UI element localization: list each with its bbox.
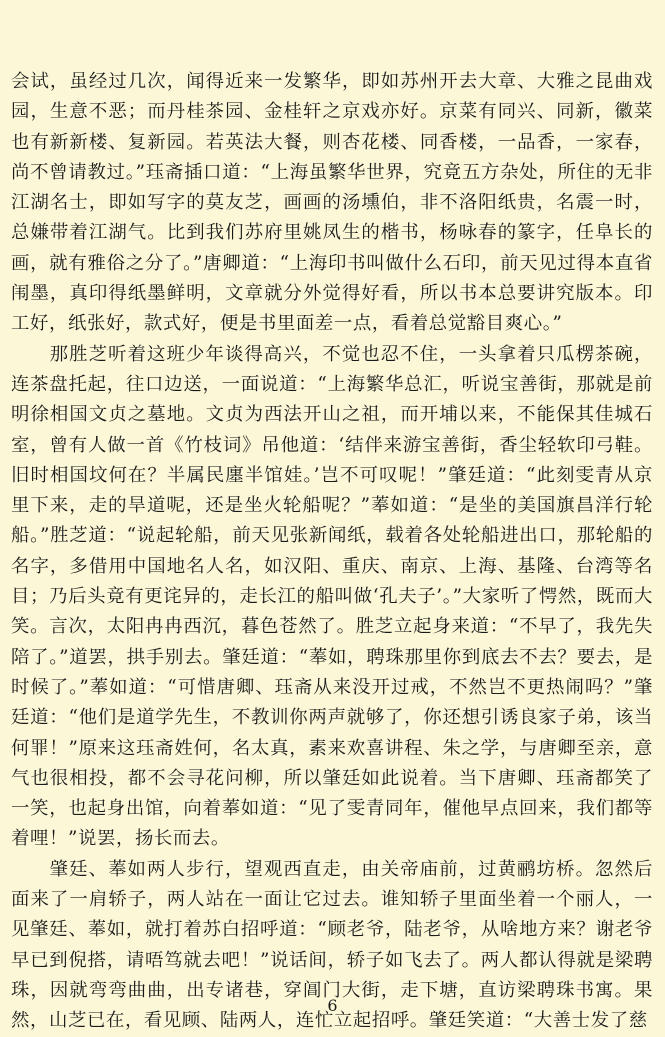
paragraph-1: 会试，虽经过几次，闻得近来一发繁华，即如苏州开去大章、大雅之昆曲戏园，生意不恶；而丹桂茶园、金桂轩之京戏亦好。京菜有同兴、同新，徽菜也有新新楼、复新园。若英法大餐，则杏花楼、同香楼，一品香，一家春，尚不曾请教过。”珏斋插口道：“上海虽繁华世界，究竟五方杂处，所住的无非江湖名士，即如写字的莫友芝，画画的汤壎伯，非不洛阳纸贵，名震一时，总嫌带着江湖气。比到我们苏府里姚凤生的楷书，杨咏春的篆字，任阜长的画，就有雅俗之分了。”唐卿道：“上海印书叫做什么石印，前天见过得本直省闱墨，真印得纸墨鲜明，文章就分外觉得好看，所以书本总要讲究版本。印工好，纸张好，款式好，便是书里面差一点，看着总觉豁目爽心。”: [11, 71, 653, 335]
paragraph-3: 肇廷、菶如两人步行，望观西直走，由关帝庙前，过黄鹂坊桥。忽然后面来了一肩轿子，两人站在一面让它过去。谁知轿子里面坐着一个丽人，一见肇廷、菶如，就打着苏白招呼道：“顾老爷，陆老爷，从啥地方来？谢老爷早已到倪搭，请唔笃就去吧！”说话间，轿子如飞去了。两人都认得就是梁聘珠，因就弯弯曲曲，出专诸巷，穿阊门大街，走下塘，直访梁聘珠书寓。果然，山芝已在，看见顾、陆两人，连忙立起招呼。肇廷笑道：“大善士发了慈: [11, 858, 653, 1032]
page-number: 6: [327, 996, 338, 1015]
paragraph-2: 那胜芝听着这班少年谈得高兴，不觉也忍不住，一头拿着只瓜楞茶碗，连茶盘托起，往口边送，一面说道：“上海繁华总汇，听说宝善街，那就是前明徐相国文贞之墓地。文贞为西法开山之祖，而开埔以来，不能保其佳城石室，曾有人做一首《竹枝词》吊他道：‘结伴来游宝善街，香尘轻软印弓鞋。旧时相国坟何在？半属民廛半馆娃。’岂不可叹呢！”肇廷道：“此刻雯青从京里下来，走的旱道呢，还是坐火轮船呢？”菶如道：“是坐的美国旗昌洋行轮船。”胜芝道：“说起轮船，前天见张新闻纸，载着各处轮船进出口，那轮船的名字，多借用中国地名人名，如汉阳、重庆、南京、上海、基隆、台湾等名目；乃后头竟有更诧异的，走长江的船叫做‘孔夫子’。”大家听了愕然，既而大笑。言次，太阳冉冉西沉，暮色苍然了。胜芝立起身来道：“不早了，我先失陪了。”道罢，拱手别去。肇廷道：“菶如，聘珠那里你到底去不去？要去，是时候了。”菶如道：“可惜唐卿、珏斋从来没开过戒，不然岂不更热闹吗？”肇廷道：“他们是道学先生，不教训你两声就够了，你还想引诱良家子弟，该当何罪！”原来这珏斋姓何，名太真，素来欢喜讲程、朱之学，与唐卿至亲，意气也很相投，都不会寻花问柳，所以肇廷如此说着。当下唐卿、珏斋都笑了一笑，也起身出馆，向着菶如道：“见了雯青同年，催他早点回来，我们都等着哩！”说罢，扬长而去。: [11, 343, 653, 850]
page-body: [11, 67, 653, 1037]
